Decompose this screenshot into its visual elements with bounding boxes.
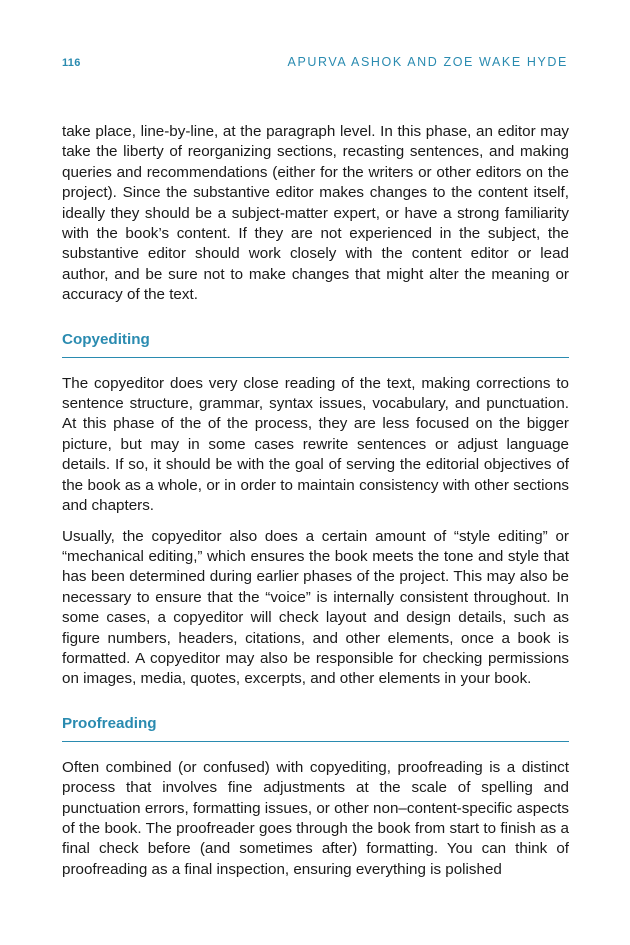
intro-paragraph: take place, line-by-line, at the paragraph level. In this phase, an editor may take the liberty of reorganizing sections, recasting sentences, and making queries and recommendations (either for the writers or other editors on the project). Since the substantive editor makes changes to the content itself, ideally they should be a subject-matter expert, or have a strong familiarity with the book’s content. If they are not experienced in the subject, the substantive editor should work closely with the content editor or lead author, and be sure not to make changes that might alter the meaning or accuracy of the text. [62, 123, 569, 304]
running-title: APURVA ASHOK AND ZOE WAKE HYDE [287, 55, 568, 69]
copyediting-paragraph-2: Usually, the copyeditor also does a certain amount of “style editing” or “mechanical editing,” which ensures the book meets the tone and style that has been determined during earlier phases of the project. This may also be necessary to ensure that the “voice” is internally consistent throughout. In some cases, a copyeditor will check layout and design details, such as figure numbers, headers, citations, and other elements, once a book is formatted. A copyeditor may also be responsible for checking permissions on images, media, quotes, excerpts, and other elements in your book. [62, 527, 569, 688]
section-heading-copyediting: Copyediting [62, 330, 569, 358]
copyediting-paragraph-1: The copyeditor does very close reading of the text, making corrections to sentence structure, grammar, syntax issues, vocabulary, and punctuation. At this phase of the of the process, they are less focused on the bigger picture, but may in some cases rewrite sentences or adjust language details. If so, it should be with the goal of serving the editorial objectives of the book as a whole, or in order to maintain consistency with other sections and chapters. [62, 374, 569, 515]
section-heading-proofreading: Proofreading [62, 714, 569, 742]
body-text [62, 122, 569, 880]
running-header [62, 55, 568, 71]
page-number: 116 [62, 57, 81, 69]
proofreading-paragraph-1: Often combined (or confused) with copyediting, proofreading is a distinct process that involves fine adjustments at the scale of spelling and punctuation errors, formatting issues, or other non–content-specific aspects of the book. The proofreader goes through the book from start to finish as a final check before (and sometimes after) formatting. You can think of proofreading as a final inspection, ensuring everything is polished [62, 758, 569, 878]
